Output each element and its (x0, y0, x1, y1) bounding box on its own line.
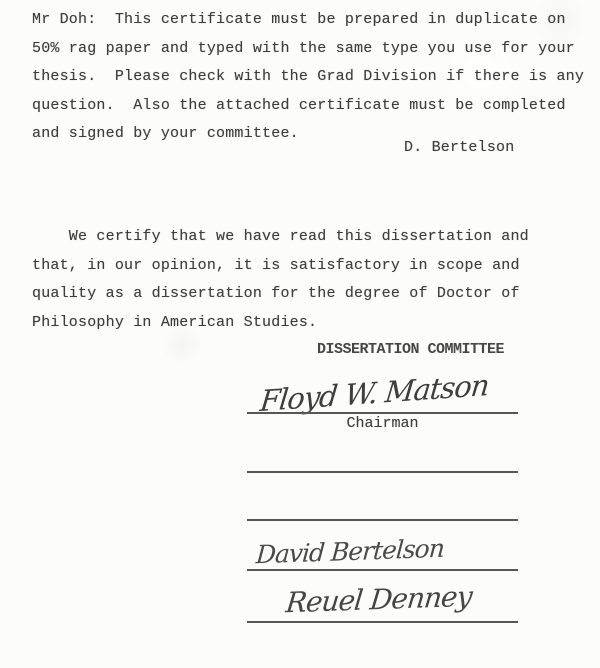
memo-line-2: 50% rag paper and typed with the same type you use for your (32, 39, 575, 57)
chairman-label: Chairman (346, 415, 419, 432)
signature-line-5 (247, 621, 518, 623)
certification-line-2: that, in our opinion, it is satisfactory in scope and (32, 256, 520, 274)
committee-heading: DISSERTATION COMMITTEE (317, 341, 505, 358)
signature-bertelson-handwriting: David Bertelson (255, 533, 445, 570)
memo-line-5: and signed by your committee. (32, 125, 299, 143)
certification-line-4: Philosophy in American Studies. (32, 313, 318, 331)
signature-line-4 (247, 569, 518, 571)
certification-paragraph (32, 223, 529, 337)
memo-line-3: thesis. Please check with the Grad Division if there is any (32, 68, 585, 86)
certification-line-3: quality as a dissertation for the degree of Doctor of (32, 285, 520, 303)
signature-chairman-handwriting: Floyd W. Matson (258, 367, 491, 419)
signature-line-3 (247, 519, 518, 521)
signature-line-2 (247, 471, 518, 473)
memo-line-1: Mr Doh: This certificate must be prepared in duplicate on (32, 11, 566, 28)
memo-signoff: D. Bertelson (404, 139, 515, 156)
signature-denney-handwriting: Reuel Denney (284, 579, 474, 620)
memo-line-4: question. Also the attached certificate must be completed (32, 96, 566, 114)
memo-paragraph (32, 6, 584, 149)
certification-line-1: We certify that we have read this dissertation and (32, 228, 529, 245)
